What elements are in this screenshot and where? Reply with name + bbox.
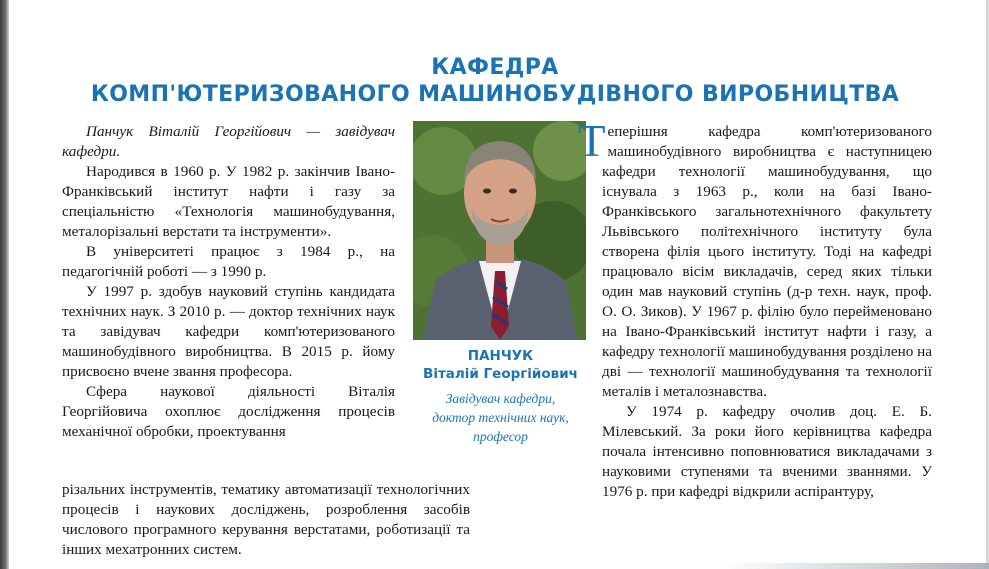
leadership-paragraph: У 1974 р. кафедру очолив доц. Е. Б. Мілевський. За роки його керівництва кафедра почала інтенсивно поповнюватися викладачами з науковими ступенями та вченими званнями. У 1976 р. при кафедрі відкрили аспірантуру, xyxy=(602,403,932,500)
right-column xyxy=(578,116,932,502)
research-paragraph-bottom: різальних інструментів, тематику автоматизації технологічних процесів і наукових досліджень, розроблення засобів числового програмного керування верстатами, роботизації та інших мехатронних систем. xyxy=(62,481,470,558)
caption-role-line-1: Завідувач кафедри, xyxy=(445,391,556,406)
intro-paragraph xyxy=(62,122,395,162)
birth-paragraph: Народився в 1960 р. У 1982 р. закінчив Івано-Франківський інститут нафти і газу за спеціальністю «Технологія машинобудування, металорізальні верстати та інструменти». xyxy=(62,163,395,240)
portrait-illustration xyxy=(413,121,586,340)
title-line-2: КОМП'ЮТЕРИЗОВАНОГО МАШИНОБУДІВНОГО ВИРОБНИЦТВА xyxy=(90,82,900,107)
bottom-decor-strip xyxy=(720,563,989,569)
history-paragraph xyxy=(578,116,932,402)
portrait-photo xyxy=(413,121,586,340)
caption-surname: ПАНЧУК xyxy=(467,348,534,364)
caption-given-names: Віталій Георгійович xyxy=(423,366,578,382)
history-paragraph-text: еперішня кафедра комп'ютеризованого машинобудівного виробництва є наступницею кафедри технології машинобудування, що існувала з 1963 р., коли на базі Івано-Франківського загальнотехнічного факультету Львівського політехнічного інституту була створена філія цього інституту. Тоді на кафедрі працювало вісім викладачів, серед яких тільки один мав науковий ступінь (д-р техн. наук, проф. О. О. Зиков). У 1967 р. філію було перейменовано на Івано-Франківський інститут нафти і газу, а кафедру технології машинобудування розділено на дві — технології машинобудування та технології металів і металознавства. xyxy=(602,123,932,400)
caption-role-line-2: доктор технічних наук, xyxy=(432,410,569,425)
title-line-1: КАФЕДРА xyxy=(431,55,559,80)
caption-role-line-3: професор xyxy=(473,429,528,444)
research-paragraph-top: Сфера наукової діяльності Віталія Георгійовича охоплює дослідження процесів механічної обробки, проектування xyxy=(62,383,395,440)
drop-cap-letter: Т xyxy=(578,116,606,166)
page-title xyxy=(60,54,930,108)
caption-role xyxy=(408,389,593,446)
work-paragraph: В університеті працює з 1984 р., на педагогічній роботі — з 1990 р. xyxy=(62,243,395,280)
photo-caption xyxy=(408,347,593,446)
intro-name: Панчук Віталій Георгійович — завідувач кафедри. xyxy=(62,123,395,160)
page-edge-shadow xyxy=(0,0,9,569)
degree-paragraph: У 1997 р. здобув науковий ступінь кандидата технічних наук. З 2010 р. — доктор технічних наук та завідувач кафедри комп'ютеризованого машинобудівного виробництва. В 2015 р. йому присвоєно вчене звання професора. xyxy=(62,283,395,380)
left-column-continued xyxy=(62,480,470,560)
left-column xyxy=(62,122,395,442)
